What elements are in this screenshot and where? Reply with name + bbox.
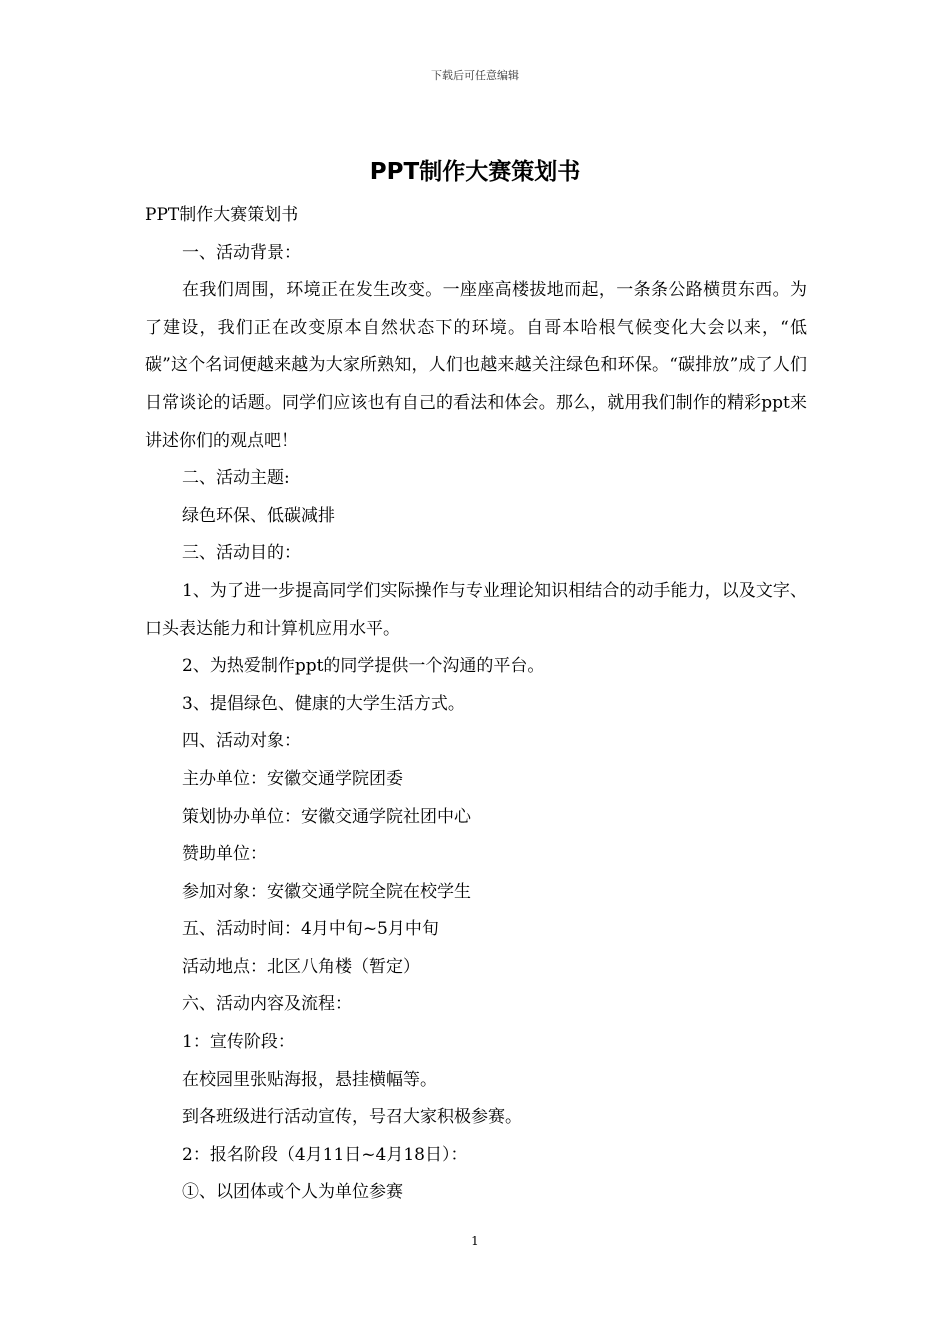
- stage-1-heading: 1：宣传阶段：: [182, 1032, 295, 1053]
- section-heading-time: 五、活动时间：4月中旬~5月中旬: [182, 919, 439, 940]
- subtitle-line: PPT制作大赛策划书: [145, 205, 299, 225]
- background-paragraph: 在我们周围，环境正在发生改变。一座座高楼拔地而起，一条条公路横贯东西。为了建设，我们正在改变原本自然状态下的环境。自哥本哈根气候变化大会以来，“低碳”这个名词便越来越为大家所熟知，人们也越来越关注绿色和环保。“碳排放”成了人们日常谈论的话题。同学们应该也有自己的看法和体会。那么，就用我们制作的精彩ppt来讲述你们的观点吧！: [145, 280, 807, 451]
- purpose-item-2: 2、为热爱制作ppt的同学提供一个沟通的平台。: [182, 656, 545, 677]
- theme-text: 绿色环保、低碳减排: [182, 505, 335, 526]
- section-heading-purpose: 三、活动目的：: [182, 543, 301, 564]
- organizer-line: 主办单位：安徽交通学院团委: [182, 768, 403, 789]
- header-note: 下载后可任意编辑: [431, 69, 519, 82]
- participants-line: 参加对象：安徽交通学院全院在校学生: [182, 881, 471, 902]
- co-organizer-line: 策划协办单位：安徽交通学院社团中心: [182, 806, 471, 827]
- page-number: 1: [471, 1234, 479, 1248]
- stage-1-item-1: 在校园里张贴海报，悬挂横幅等。: [182, 1069, 437, 1090]
- sponsor-line: 赞助单位：: [182, 844, 267, 865]
- section-heading-target: 四、活动对象：: [182, 731, 301, 752]
- purpose-item-3: 3、提倡绿色、健康的大学生活方式。: [182, 693, 465, 714]
- stage-2-heading: 2：报名阶段（4月11日~4月18日）：: [182, 1144, 468, 1165]
- stage-2-item-1: ①、以团体或个人为单位参赛: [182, 1182, 403, 1203]
- section-heading-content: 六、活动内容及流程：: [182, 994, 352, 1015]
- location-line: 活动地点：北区八角楼（暂定）: [182, 956, 420, 977]
- document-body: [145, 197, 807, 1212]
- stage-1-item-2: 到各班级进行活动宣传，号召大家积极参赛。: [182, 1107, 522, 1128]
- document-title: PPT制作大赛策划书: [369, 159, 581, 185]
- section-heading-background: 一、活动背景：: [182, 242, 301, 263]
- purpose-item-1: 1、为了进一步提高同学们实际操作与专业理论知识相结合的动手能力，以及文字、口头表达能力和计算机应用水平。: [145, 580, 807, 639]
- section-heading-theme: 二、活动主题:: [182, 468, 290, 489]
